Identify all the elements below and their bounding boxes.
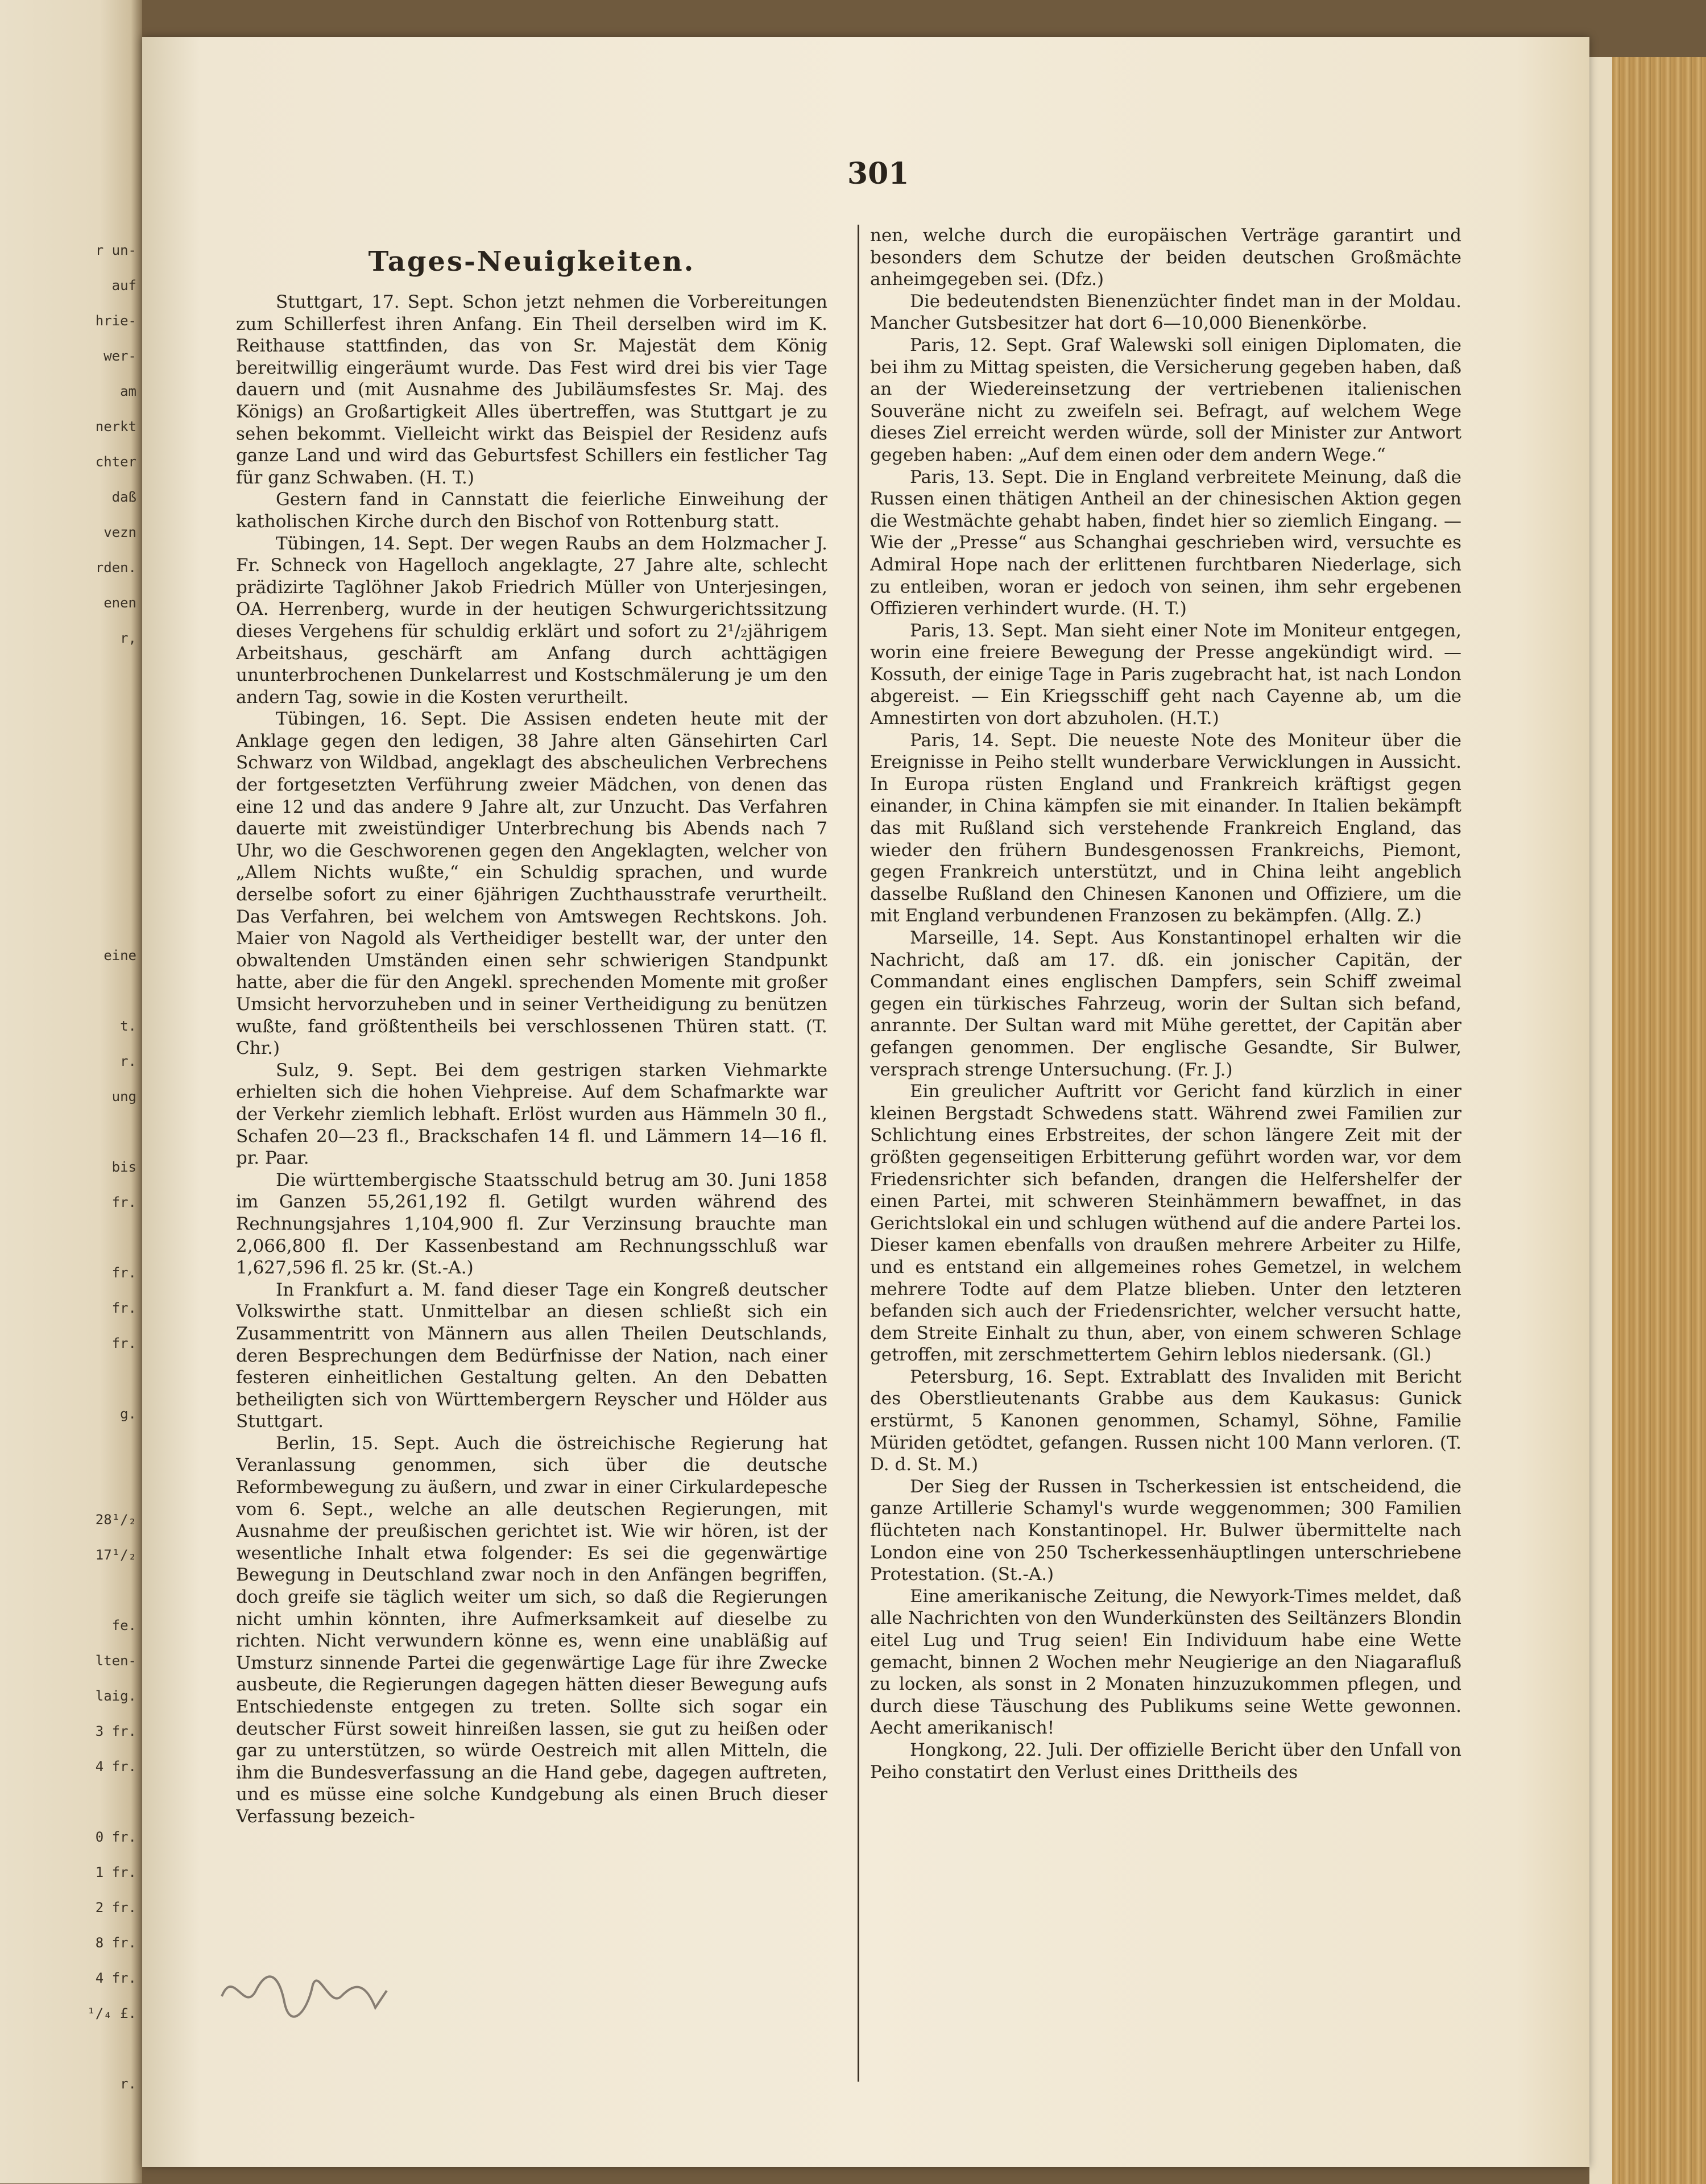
- article-continuation: nen, welche durch die europäischen Verträge garantirt und besonders dem Schutze der beiden deutschen Großmächte anheimgegeben sei. (Dfz.): [870, 225, 1461, 290]
- right-column: [870, 225, 1461, 2082]
- facing-page-text: [0, 1790, 136, 1813]
- article-paris-13-presse: Paris, 13. Sept. Man sieht einer Note im Moniteur entgegen, worin eine freiere Bewegung der Presse angekündigt wird. — Kossuth, der einige Tage in Paris zugebracht hat, ist nach London abgereist. — Ein Kriegsschiff geht nach Cayenne ab, um die Amnestirten von dort abzuholen. (H.T.): [870, 620, 1461, 729]
- facing-page-text: bis: [111, 1159, 136, 1175]
- facing-page-text: daß: [111, 489, 136, 505]
- article-bienenzuechter: Die bedeutendsten Bienenzüchter findet man in der Moldau. Mancher Gutsbesitzer hat dort 6—10,000 Bienenkörbe.: [870, 291, 1461, 334]
- facing-page-text: wer-: [103, 348, 136, 364]
- facing-page-text: [0, 838, 136, 861]
- facing-page-text: ung: [111, 1089, 136, 1105]
- article-paris-12: Paris, 12. Sept. Graf Walewski soll einigen Diplomaten, die bei ihm zu Mittag speisten, die Versicherung gegeben haben, daß an der Wiedereinsetzung der vertriebenen italienischen Souveräne nicht zu zweifeln sei. Befragt, auf welchem Wege dieses Ziel erreicht werden würde, soll der Minister zur Antwort gegeben haben: „Auf dem einen oder dem andern Wege.“: [870, 334, 1461, 465]
- facing-page-text: [0, 803, 136, 826]
- facing-page-text: t.: [120, 1018, 136, 1034]
- article-berlin-reform: Berlin, 15. Sept. Auch die östreichische Regierung hat Veranlassung genommen, sich über die deutsche Reformbewegung zu äußern, und zwar in einer Cirkulardepesche vom 6. Sept., welche an alle deutschen Regierungen, mit Ausnahme der preußischen gerichtet ist. Wie wir hören, ist der wesentliche Inhalt etwa folgender: Es sei die gegenwärtige Bewegung in Deutschland zwar noch in den Anfängen begriffen, doch greife sie täglich weiter um sich, so daß die Regierungen nicht umhin könnten, ihre Aufmerksamkeit auf dieselbe zu richten. Nicht verwundern könne es, wenn eine unabläßig auf Umsturz sinnende Partei die gegenwärtige Lage für ihre Zwecke ausbeute, die Regierungen dagegen hätten dieser Bewegung aufs Entschiedenste entgegen zu treten. Sollte sich sogar ein deutscher Fürst soweit hinreißen lassen, sie gut zu heißen oder gar zu unterstützen, so würde Oestreich mit allen Mitteln, die ihm die Bundesverfassung an die Hand gebe, dagegen auftreten, und es müsse eine solche Kundgebung als einen Bruch dieser Verfassung bezeich-: [236, 1433, 827, 1827]
- facing-page-text: fr.: [111, 1194, 136, 1210]
- facing-page-text: [0, 2037, 136, 2060]
- facing-page-text: [0, 1473, 136, 1496]
- facing-page-text: r.: [120, 1053, 136, 1069]
- article-paris-13-russen: Paris, 13. Sept. Die in England verbreitete Meinung, daß die Russen einen thätigen Antheil an der chinesischen Aktion gegen die Westmächte gehabt haben, findet hier so ziemlich Eingang. — Wie der „Presse“ aus Schanghai geschrieben wird, versuchte es Admiral Hope nach der erlittenen furchtbaren Niederlage, sich zu entleiben, woran er jedoch von seinen, ihm sehr ergebenen Offizieren verhindert wurde. (H. T.): [870, 466, 1461, 619]
- facing-page-text: [0, 1226, 136, 1249]
- facing-page-text: [0, 1367, 136, 1390]
- facing-page-text: lten-: [95, 1653, 136, 1669]
- article-tuebingen-16: Tübingen, 16. Sept. Die Assisen endeten heute mit der Anklage gegen den ledigen, 38 Jahre alten Gänsehirten Carl Schwarz von Wildbad, angeklagt des abscheulichen Verbrechens der fortgesetzten Verführung zweier Mädchen, von denen das eine 12 und das andere 9 Jahre alt, zur Unzucht. Das Verfahren dauerte mit zweistündiger Unterbrechung bis Abends nach 7 Uhr, wo die Geschworenen gegen den Angeklagten, welcher von „Allem Nichts wußte,“ ein Schuldig sprachen, und wurde derselbe sofort zu einer 6jährigen Zuchthausstrafe verurtheilt. Das Verfahren, bei welchem von Amtswegen Rechtskons. Joh. Maier von Nagold als Vertheidiger bestellt war, der unter den obwaltenden Umständen einen sehr schwierigen Standpunkt hatte, aber die für den Angekl. sprechenden Momente mit großer Umsicht hervorzuheben und in seiner Vertheidigung zu benützen wußte, fand größtentheils bei verschlossenen Thüren statt. (T. Chr.): [236, 709, 827, 1059]
- facing-page-text: r un-: [95, 242, 136, 258]
- facing-page-text: [0, 662, 136, 685]
- facing-page-text: vezn: [103, 524, 136, 540]
- facing-page-text: auf: [111, 278, 136, 293]
- facing-page-text: 3 fr.: [95, 1723, 136, 1739]
- facing-page-text: [0, 768, 136, 791]
- column-divider: [858, 225, 859, 2082]
- facing-page-text: ¹/₄ £.: [87, 2005, 136, 2021]
- article-sulz-viehmarkt: Sulz, 9. Sept. Bei dem gestrigen starken Viehmarkte erhielten sich die hohen Viehpreise. Auf dem Schafmarkte war der Verkehr ziemlich lebhaft. Erlöst wurden aus Hämmeln 30 fl., Schafen 20—23 fl., Brackschafen 14 fl. und Lämmern 14—16 fl. pr. Paar.: [236, 1060, 827, 1169]
- section-title: Tages-Neuigkeiten.: [368, 246, 695, 278]
- facing-page-text: 0 fr.: [95, 1829, 136, 1845]
- article-tscherkessien: Der Sieg der Russen in Tscherkessien ist entscheidend, die ganze Artillerie Schamyl's wurde weggenommen; 300 Familien flüchteten nach Konstantinopel. Hr. Bulwer übermittelte nach London eine von 250 Tscherkessenhäuptlingen unterschriebene Protestation. (St.-A.): [870, 1476, 1461, 1585]
- left-column: [236, 245, 827, 2082]
- facing-page-text: [0, 1438, 136, 1461]
- article-stuttgart-schillerfest: Stuttgart, 17. Sept. Schon jetzt nehmen die Vorbereitungen zum Schillerfest ihren Anfang. Ein Theil derselben wird im K. Reithause stattfinden, das von Sr. Majestät dem König bereitwillig eingeräumt wurde. Das Fest wird drei bis vier Tage dauern und (mit Ausnahme des Jubiläumsfestes Sr. Maj. des Königs) an Großartigkeit Alles übertreffen, was Stuttgart je zu sehen bekommt. Vielleicht wirkt das Beispiel der Residenz aufs ganze Land und wird das Geburtsfest Schillers ein festlicher Tag für ganz Schwaben. (H. T.): [236, 292, 827, 488]
- facing-page-text: 8 fr.: [95, 1935, 136, 1951]
- facing-page-text: fr.: [111, 1335, 136, 1351]
- facing-page-text: hrie-: [95, 313, 136, 329]
- facing-page-text: 1 fr.: [95, 1864, 136, 1880]
- article-marseille: Marseille, 14. Sept. Aus Konstantinopel erhalten wir die Nachricht, daß am 17. dß. ein jonischer Capitän, der Commandant eines englischen Dampfers, sein Schiff zweimal gegen ein türkisches Fahrzeug, worin der Sultan sich befand, anrannte. Der Sultan ward mit Mühe gerettet, der Capitän aber gefangen genommen. Der englische Gesandte, Sir Bulwer, versprach strenge Untersuchung. (Fr. J.): [870, 928, 1461, 1080]
- facing-page-text: eine: [103, 948, 136, 963]
- facing-page-text: g.: [120, 1406, 136, 1422]
- facing-page-text: laig.: [95, 1688, 136, 1704]
- facing-page-text: [0, 909, 136, 932]
- page-number: 301: [847, 156, 909, 191]
- facing-page-text: 2 fr.: [95, 1900, 136, 1916]
- article-tuebingen-14: Tübingen, 14. Sept. Der wegen Raubs an dem Holzmacher J. Fr. Schneck von Hagelloch angeklagte, 27 Jahre alte, schlecht prädizirte Taglöhner Jakob Friedrich Müller von Unterjesingen, OA. Herrenberg, wurde in der heutigen Schwurgerichtssitzung dieses Vergehens für schuldig erklärt und sofort zu 2¹/₂jährigem Arbeitshaus, geschärft am Anfang durch achttägigen ununterbrochenen Dunkelarrest und Kostschmälerung je um den andern Tag, sowie in die Kosten verurtheilt.: [236, 533, 827, 708]
- article-paris-14: Paris, 14. Sept. Die neueste Note des Moniteur über die Ereignisse in Peiho stellt wunderbare Verwicklungen in Aussicht. In Europa rüsten England und Frankreich kräftigst gegen einander, in China kämpfen sie mit einander. In Italien bekämpft das mit Rußland sich verstehende Frankreich England, das wieder den frühern Bundesgenossen Frankreichs, Piemont, gegen Frankreich unterstützt, und in China leiht angeblich dasselbe Rußland den Chinesen Kanonen und Offiziere, um die mit England verbundenen Franzosen zu bekämpfen. (Allg. Z.): [870, 730, 1461, 926]
- facing-page-text: 4 fr.: [95, 1759, 136, 1774]
- facing-page-text: fr.: [111, 1265, 136, 1281]
- facing-page-text: am: [120, 383, 136, 399]
- facing-page-text: chter: [95, 454, 136, 470]
- facing-page-text: [0, 979, 136, 1002]
- page-edge: [1589, 57, 1612, 2184]
- facing-page-text: rden.: [95, 560, 136, 576]
- facing-page-fragment: [0, 0, 142, 2183]
- facing-page-text: r.: [120, 2076, 136, 2092]
- facing-page-text: 28¹/₂: [95, 1512, 136, 1528]
- facing-page-text: fe.: [111, 1618, 136, 1633]
- article-hongkong: Hongkong, 22. Juli. Der offizielle Bericht über den Unfall von Peiho constatirt den Verlust eines Drittheils des: [870, 1739, 1461, 1782]
- article-blondin: Eine amerikanische Zeitung, die Newyork-Times meldet, daß alle Nachrichten von den Wunderkünsten des Seiltänzers Blondin eitel Lug und Trug seien! Ein Individuum habe eine Wette gemacht, binnen 2 Wochen mehr Neugierige an den Niagarafluß zu locken, als sonst in 2 Monaten hinzuzukommen pflegen, und durch diese Täuschung des Publikums seine Wette gewonnen. Aecht amerikanisch!: [870, 1586, 1461, 1739]
- article-petersburg: Petersburg, 16. Sept. Extrablatt des Invaliden mit Bericht des Oberstlieutenants Grabbe aus dem Kaukasus: Gunick erstürmt, 5 Kanonen genommen, Schamyl, Söhne, Familie Müriden getödtet, gefangen. Russen nicht 100 Mann verloren. (T. D. d. St. M.): [870, 1366, 1461, 1475]
- facing-page-text: nerkt: [95, 419, 136, 435]
- facing-page-text: enen: [103, 595, 136, 611]
- facing-page-text: [0, 1579, 136, 1602]
- facing-page-text: 4 fr.: [95, 1970, 136, 1986]
- facing-page-text: r,: [120, 630, 136, 646]
- article-frankfurt-kongress: In Frankfurt a. M. fand dieser Tage ein Kongreß deutscher Volkswirthe statt. Unmittelbar an diesen schließt sich ein Zusammentritt von Männern aus allen Theilen Deutschlands, deren Besprechungen dem Bedürfnisse der Nation, nach einer festeren einheitlichen Gestaltung gelten. An den Debatten betheiligten sich von Württembergern Reyscher und Hölder aus Stuttgart.: [236, 1279, 827, 1432]
- facing-page-text: [0, 697, 136, 720]
- facing-page-text: 17¹/₂: [95, 1547, 136, 1563]
- facing-page-text: fr.: [111, 1300, 136, 1316]
- facing-page-text: [0, 874, 136, 896]
- facing-page-text: [0, 733, 136, 755]
- facing-page-text: [0, 1120, 136, 1143]
- handwritten-signature: [216, 1956, 421, 2025]
- article-cannstatt-kirche: Gestern fand in Cannstatt die feierliche Einweihung der katholischen Kirche durch den Bischof von Rottenburg statt.: [236, 489, 827, 532]
- article-schweden-gericht: Ein greulicher Auftritt vor Gericht fand kürzlich in einer kleinen Bergstadt Schwedens statt. Während zwei Familien zur Schlichtung eines Erbstreites, der schon längere Zeit mit der größten gegenseitigen Erbitterung geführt worden war, vor dem Friedensrichter sich befanden, drangen die Helfershelfer der einen Partei, mit schweren Steinhämmern bewaffnet, in das Gerichtslokal ein und schlugen wüthend auf die andere Partei los. Dieser kamen ebenfalls von draußen mehrere Arbeiter zu Hilfe, und es entstand ein allgemeines rohes Gemetzel, in welchem mehrere Todte auf dem Platze blieben. Unter den letzteren befanden sich auch der Friedensrichter, welcher versucht hatte, dem Streite Einhalt zu thun, aber, von einem schweren Schlage getroffen, mit zerschmettertem Gehirn leblos niedersank. (Gl.): [870, 1081, 1461, 1366]
- article-staatsschuld: Die württembergische Staatsschuld betrug am 30. Juni 1858 im Ganzen 55,261,192 fl. Getilgt wurden während des Rechnungsjahres 1,104,900 fl. Zur Verzinsung brauchte man 2,066,800 fl. Der Kassenbestand am Rechnungsschluß war 1,627,596 fl. 25 kr. (St.-A.): [236, 1169, 827, 1279]
